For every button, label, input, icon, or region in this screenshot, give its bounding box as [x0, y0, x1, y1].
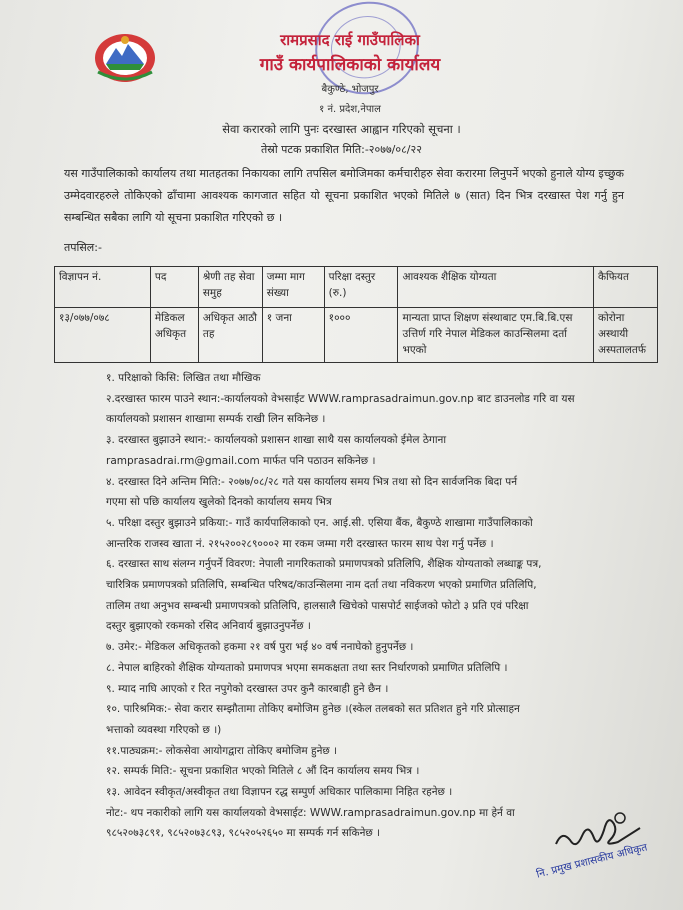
- list-item: चारित्रिक प्रमाणपत्रको प्रतिलिपि, सम्बन्धित परिषद/काउन्सिलमा नाम दर्ता तथा नविकरण भएको प्रमाणित प्रतिलिपि,: [106, 579, 537, 592]
- list-item: दस्तुर बुझाएको रकमको रसिद अनिवार्य बुझाउनुपर्नेछ ।: [106, 620, 311, 633]
- list-item: ५. परिक्षा दस्तुर बुझाउने प्रकिया:- गाउँ कार्यपालिकाको एन. आई.सी. एसिया बैंक, बैकुण्ठे शाखामा गाउँपालिकाको: [106, 516, 533, 529]
- list-item: गएमा सो पछि कार्यालय खुलेको दिनको कार्यालय समय भित्र: [106, 496, 332, 509]
- intro-paragraph: यस गाउँपालिकाको कार्यालय तथा मातहतका निकायका लागि तपसिल बमोजिमका कर्मचारीहरु सेवा करारमा लिनुपर्ने भएको हुनाले योग्य इच्छुक उम्मेदवारहरुले तोकिएको ढाँचामा आवश्यक कागजात सहित यो सूचना प्रकाशित भएको मितिले ७ (सात) दिन भित्र दरखास्त पेश गर्नु हुन सम्बन्धित सबैका लागि यो सूचना प्रकाशित गरिएको छ ।: [64, 167, 624, 224]
- cell-level: अधिकृत आठौ तह: [198, 308, 262, 363]
- header-fee: परिक्षा दस्तुर (रु.): [324, 267, 398, 308]
- office-location: बैकुण्ठे, भोजपुर: [321, 84, 379, 95]
- header-qualification: आवश्यक शैक्षिक योग्यता: [398, 267, 594, 308]
- office-name: गाउँ कार्यपालिकाको कार्यालय: [259, 55, 441, 75]
- list-item: ramprasadrai.rm@gmail.com मार्फत पनि पठाउन सकिनेछ ।: [106, 454, 376, 467]
- list-item: ७. उमेर:- मेडिकल अधिकृतको हकमा २१ वर्ष पुरा भई ४० वर्ष ननाघेको हुनुपर्नेछ ।: [106, 641, 414, 654]
- terms-list: [64, 368, 634, 844]
- cell-post: मेडिकल अधिकृत: [150, 308, 198, 363]
- letterhead: [230, 8, 470, 115]
- notice-title: सेवा करारको लागि पुनः दरखास्त आह्वान गरिएको सूचना ।: [222, 122, 461, 136]
- list-item: भत्ताको व्यवस्था गरिएको छ ।): [106, 723, 222, 736]
- header-demand: जम्मा माग संख्या: [262, 267, 324, 308]
- details-label: तपसिल:-: [64, 241, 102, 254]
- header-ad-number: विज्ञापन नं.: [55, 267, 151, 308]
- header-remarks: कैफियत: [593, 267, 657, 308]
- cell-remarks: कोरोना अस्थायी अस्पतालतर्फ: [593, 308, 657, 363]
- list-item: कार्यालयको प्रशासन शाखामा सम्पर्क राखी लिन सकिनेछ ।: [106, 413, 326, 426]
- header-level: श्रेणी तह सेवा समुह: [198, 267, 262, 308]
- province: १ नं. प्रदेश,नेपाल: [319, 104, 381, 115]
- cell-demand: १ जना: [262, 308, 324, 363]
- list-item: नोट:- थप नकारीको लागि यस कार्यालयको वेभसाईट: WWW.ramprasadraimun.gov.np मा हेर्न वा: [106, 806, 515, 819]
- list-item: ९८५२०७३८९१, ९८५२०७३८९३, ९८५२०५२६५० मा सम्पर्क गर्न सकिनेछ ।: [106, 827, 381, 840]
- cell-ad-number: १३/०७७/०७८: [55, 308, 151, 363]
- list-item: १०. पारिश्रमिक:- सेवा करार सम्झौतामा तोकिए बमोजिम हुनेछ ।(स्केल तलबको सत प्रतिशत हुने गरि प्रोत्साहन: [106, 703, 520, 716]
- list-item: ८. नेपाल बाहिरको शैक्षिक योग्यताको प्रमाणपत्र भएमा समकक्षता तथा स्तर निर्धारणको प्रमाणित प्रतिलिपि ।: [106, 661, 508, 674]
- header-post: पद: [150, 267, 198, 308]
- signatory-title: नि. प्रमुख प्रशासकीय अधिकृत: [535, 841, 649, 881]
- list-item: ३. दरखास्त बुझाउने स्थान:- कार्यालयको प्रशासन शाखा साथै यस कार्यालयको ईमेल ठेगाना: [106, 434, 447, 447]
- list-item: ११.पाठ्यक्रम:- लोकसेवा आयोगद्वारा तोकिए बमोजिम हुनेछ ।: [106, 744, 338, 757]
- publication-date: तेस्रो पटक प्रकाशित मिति:-२०७७/०८/२२: [261, 143, 422, 156]
- table-header-row: [55, 267, 658, 308]
- list-item: १. परिक्षाको किसि: लिखित तथा मौखिक: [106, 372, 261, 384]
- cell-fee: १०००: [324, 308, 398, 363]
- list-item: ६. दरखास्त साथ संलग्न गर्नुपर्ने विवरण: नेपाली नागरिकताको प्रमाणपत्रको प्रतिलिपि, शैक्षिक योग्यताको लब्धाङ्क पत्र,: [106, 558, 542, 571]
- list-item: २.दरखास्त फारम पाउने स्थान:-कार्यालयको वेभसाईट WWW.ramprasadraimun.gov.np बाट डाउनलोड गरि वा यस: [106, 392, 575, 405]
- list-item: तालिम तथा अनुभव सम्बन्धी प्रमाणपत्रको प्रतिलिपि, हालसालै खिचेको पासपोर्ट साईजको फोटो ३ प्रति एवं परिक्षा: [106, 599, 529, 612]
- list-item: ४. दरखास्त दिने अन्तिम मिति:- २०७७/०८/२८ गते यस कार्यालय समय भित्र तथा सो दिन सार्वजनिक बिदा पर्न: [106, 475, 518, 488]
- list-item: आन्तरिक राजस्व खाता नं. २१५२००२८९०००२ मा रकम जम्मा गरी दरखास्त फारम साथ पेश गर्नु पर्नेछ ।: [106, 537, 494, 550]
- list-item: १२. सम्पर्क मिति:- सूचना प्रकाशित भएको मितिले ८ औं दिन कार्यालय समय भित्र ।: [106, 765, 420, 778]
- cell-qualification: मान्यता प्राप्त शिक्षण संस्थाबाट एम.बि.बि.एस उत्तिर्ण गरि नेपाल मेडिकल काउन्सिलमा दर्ता भएको: [398, 308, 594, 363]
- nepal-emblem-icon: [92, 32, 158, 84]
- vacancy-table: [54, 266, 658, 363]
- municipality-name: रामप्रसाद राई गाउँपालिका: [280, 31, 420, 49]
- list-item: ९. म्याद नाघि आएको र रित नपुगेको दरखास्त उपर कुनै कारबाही हुने छैन ।: [106, 682, 389, 695]
- table-row: [55, 308, 658, 363]
- list-item: १३. आवेदन स्वीकृत/अस्वीकृत तथा विज्ञापन रद्ध सम्पुर्ण अधिकार पालिकामा निहित रहनेछ ।: [106, 786, 453, 799]
